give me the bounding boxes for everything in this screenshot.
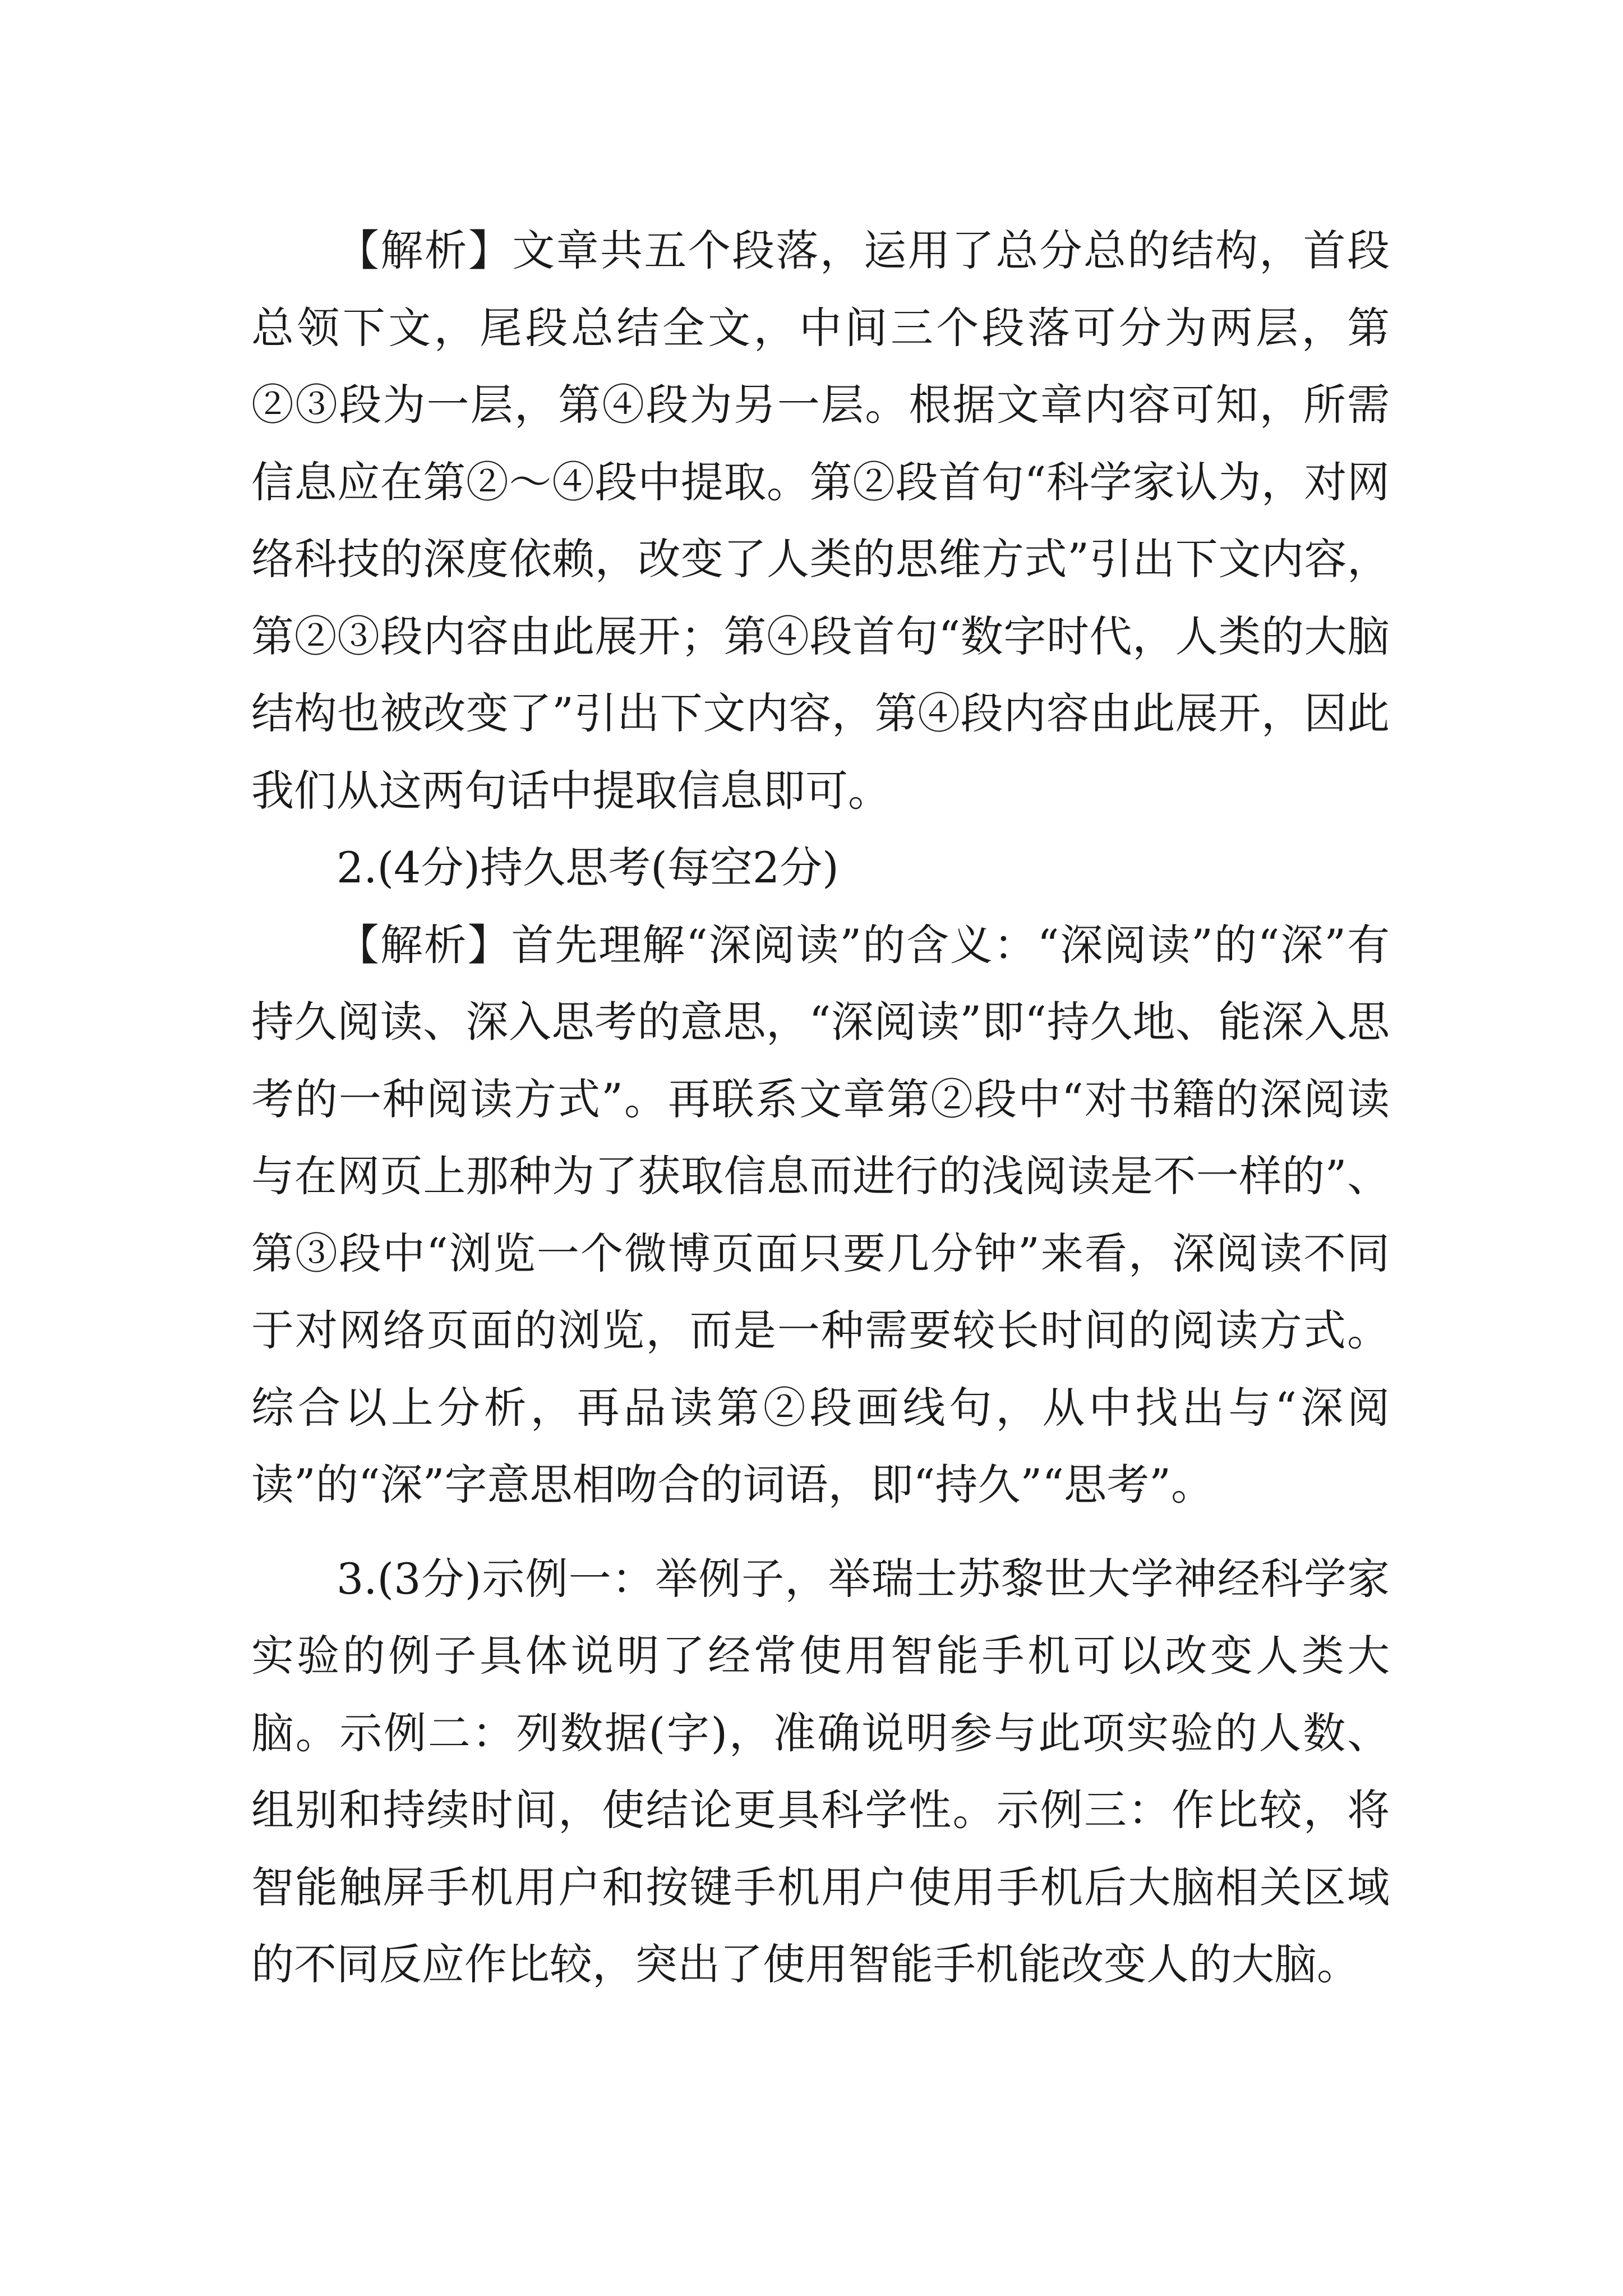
answer-item-3: 3.(3分)示例一：举例子，举瑞士苏黎世大学神经科学家实验的例子具体说明了经常使用智能手机可以改变人类大脑。示例二：列数据(字)，准确说明参与此项实验的人数、组别和持续时间，使结论更具科学性。示例三：作比较，将智能触屏手机用户和按键手机用户使用手机后大脑相关区域的不同反应作比较，突出了使用智能手机能改变人的大脑。 <box>251 1553 1390 1989</box>
answer-item-2: 2.(4分)持久思考(每空2分) <box>336 843 839 892</box>
analysis-paragraph-2: 【解析】首先理解“深阅读”的含义：“深阅读”的“深”有持久阅读、深入思考的意思，“深阅读”即“持久地、能深入思考的一种阅读方式”。再联系文章第②段中“对书籍的深阅读与在网页上那种为了获取信息而进行的浅阅读是不一样的”、第③段中“浏览一个微博页面只要几分钟”来看，深阅读不同于对网络页面的浏览，而是一种需要较长时间的阅读方式。综合以上分析，再品读第②段画线句，从中找出与“深阅读”的“深”字意思相吻合的词语，即“持久”“思考”。 <box>251 919 1390 1510</box>
analysis-paragraph-1: 【解析】文章共五个段落，运用了总分总的结构，首段总领下文，尾段总结全文，中间三个段落可分为两层，第②③段为一层，第④段为另一层。根据文章内容可知，所需信息应在第②～④段中提取。第②段首句“科学家认为，对网络科技的深度依赖，改变了人类的思维方式”引出下文内容，第②③段内容由此展开；第④段首句“数字时代，人类的大脑结构也被改变了”引出下文内容，第④段内容由此展开，因此我们从这两句话中提取信息即可。 <box>251 226 1390 816</box>
answer-text-body <box>251 212 1390 2003</box>
